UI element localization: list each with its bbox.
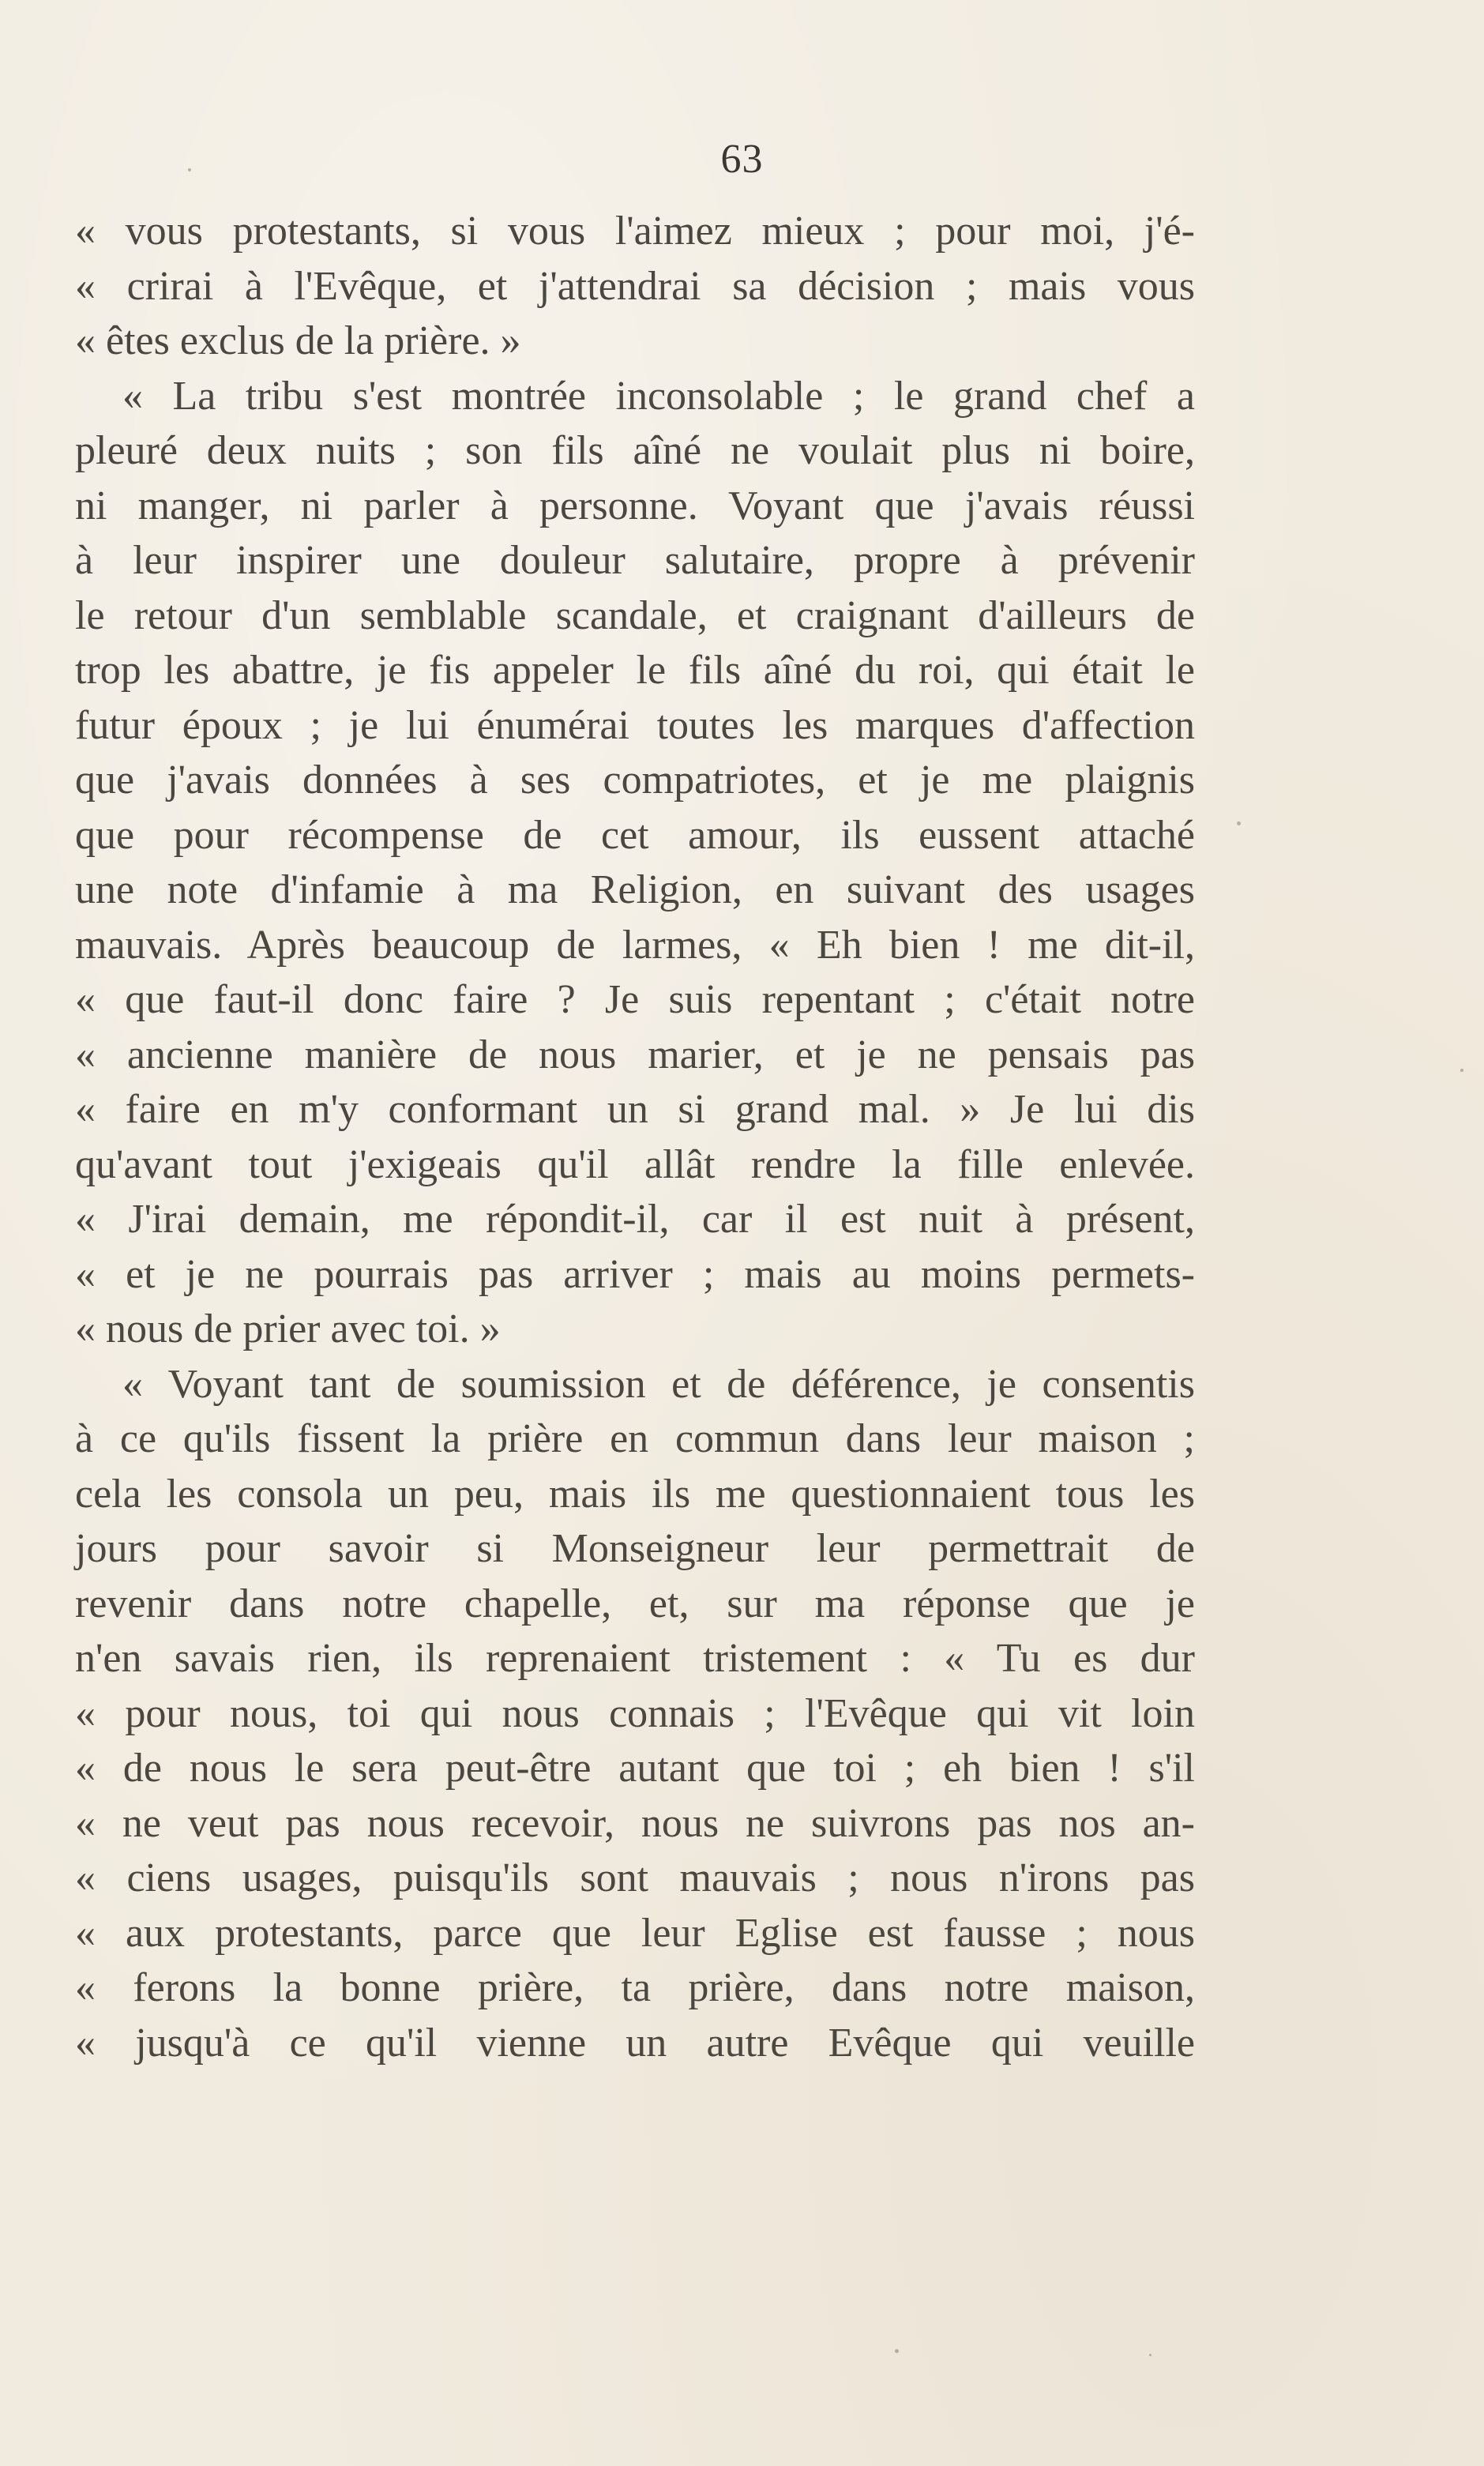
page-number: 63: [720, 137, 764, 182]
text-line: revenir dans notre chapelle, et, sur ma réponse que je: [75, 1581, 1195, 1626]
text-line: cela les consola un peu, mais ils me questionnaient tous les: [75, 1471, 1195, 1517]
text-line: « aux protestants, parce que leur Eglise est fausse ; nous: [75, 1910, 1195, 1956]
body-text: [75, 204, 1195, 2070]
text-line: n'en savais rien, ils reprenaient tristement : « Tu es dur: [75, 1636, 1195, 1681]
text-line: à ce qu'ils fissent la prière en commun dans leur maison ;: [75, 1416, 1195, 1461]
text-line: le retour d'un semblable scandale, et craignant d'ailleurs de: [75, 592, 1195, 638]
text-line: « nous de prier avec toi. »: [75, 1306, 501, 1351]
text-line: qu'avant tout j'exigeais qu'il allât rendre la fille enlevée.: [75, 1141, 1195, 1187]
text-line: « ancienne manière de nous marier, et je ne pensais pas: [75, 1032, 1195, 1077]
text-line: pleuré deux nuits ; son fils aîné ne voulait plus ni boire,: [75, 428, 1195, 473]
text-line: « La tribu s'est montrée inconsolable ; le grand chef a: [122, 373, 1195, 419]
text-line: « que faut-il donc faire ? Je suis repentant ; c'était notre: [75, 977, 1195, 1022]
text-line: que pour récompense de cet amour, ils eussent attaché: [75, 812, 1195, 858]
text-line: « J'irai demain, me répondit-il, car il est nuit à présent,: [75, 1197, 1195, 1242]
text-line: « de nous le sera peut-être autant que toi ; eh bien ! s'il: [75, 1746, 1195, 1791]
text-line: « ferons la bonne prière, ta prière, dans notre maison,: [75, 1965, 1195, 2010]
text-line: futur époux ; je lui énumérai toutes les marques d'affection: [75, 702, 1195, 748]
paper-speck: [1149, 2354, 1152, 2356]
text-line: « Voyant tant de soumission et de déférence, je consentis: [122, 1361, 1195, 1407]
text-line: « êtes exclus de la prière. »: [75, 318, 521, 363]
text-line: « vous protestants, si vous l'aimez mieux ; pour moi, j'é-: [75, 209, 1195, 254]
text-line: « pour nous, toi qui nous connais ; l'Evêque qui vit loin: [75, 1690, 1195, 1736]
text-line: à leur inspirer une douleur salutaire, propre à prévenir: [75, 538, 1195, 583]
text-line: « jusqu'à ce qu'il vienne un autre Evêque qui veuille: [75, 2020, 1195, 2066]
text-line: « ne veut pas nous recevoir, nous ne suivrons pas nos an-: [75, 1800, 1195, 1846]
text-line: jours pour savoir si Monseigneur leur permettrait de: [75, 1526, 1195, 1571]
text-line: une note d'infamie à ma Religion, en suivant des usages: [75, 867, 1195, 912]
text-line: trop les abattre, je fis appeler le fils aîné du roi, qui était le: [75, 648, 1195, 693]
text-line: mauvais. Après beaucoup de larmes, « Eh bien ! me dit-il,: [75, 922, 1195, 968]
text-line: « ciens usages, puisqu'ils sont mauvais ; nous n'irons pas: [75, 1855, 1195, 1900]
paper-speck: [1460, 1069, 1463, 1072]
text-line: ni manger, ni parler à personne. Voyant que j'avais réussi: [75, 483, 1195, 528]
paper-speck: [895, 2349, 899, 2353]
text-line: que j'avais données à ses compatriotes, et je me plaignis: [75, 757, 1195, 803]
text-line: « faire en m'y conformant un si grand mal. » Je lui dis: [75, 1087, 1195, 1132]
paper-speck: [1237, 821, 1241, 825]
text-line: « crirai à l'Evêque, et j'attendrai sa décision ; mais vous: [75, 263, 1195, 309]
paper-speck: [188, 168, 191, 171]
text-line: « et je ne pourrais pas arriver ; mais au moins permets-: [75, 1251, 1195, 1297]
